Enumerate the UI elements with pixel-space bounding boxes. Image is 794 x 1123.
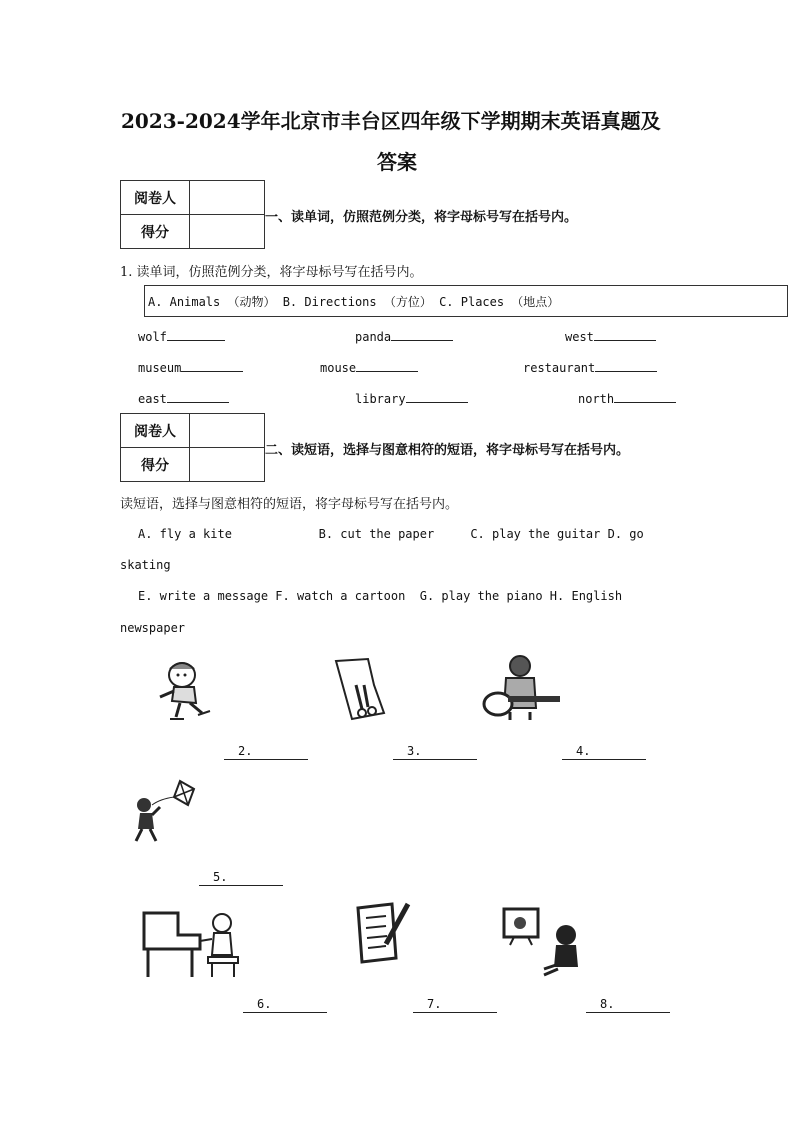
options-line-1: A. fly a kite B. cut the paper C. play the guitar D. go <box>138 527 644 541</box>
question-number: 2. <box>238 744 253 758</box>
word-item <box>138 361 243 375</box>
word-label: mouse <box>320 361 357 375</box>
answer-blank[interactable] <box>614 402 676 403</box>
question-number: 3. <box>407 744 422 758</box>
word-item <box>138 392 229 406</box>
word-label: wolf <box>138 330 167 344</box>
word-item <box>523 361 657 375</box>
options-line-2: skating <box>120 558 171 572</box>
score-table-2 <box>120 413 265 482</box>
word-label: museum <box>138 361 182 375</box>
reviewer-field[interactable] <box>190 181 265 215</box>
answer-blank[interactable] <box>391 340 453 341</box>
word-label: panda <box>355 330 392 344</box>
section-1-heading: 一、读单词，仿照范例分类，将字母标号写在括号内。 <box>265 210 578 225</box>
page-title-line-1: 2023-2024学年北京市丰台区四年级下学期期末英语真题及 <box>121 109 661 133</box>
word-item <box>578 392 676 406</box>
answer-blank-3[interactable] <box>393 744 477 760</box>
answer-blank[interactable] <box>356 371 418 372</box>
score-label: 得分 <box>121 215 190 249</box>
category-box <box>144 285 788 317</box>
answer-blank-7[interactable] <box>413 997 497 1013</box>
score-field[interactable] <box>190 215 265 249</box>
answer-blank[interactable] <box>406 402 468 403</box>
skating-picture <box>150 655 220 725</box>
kite-picture <box>130 775 202 847</box>
answer-blank[interactable] <box>594 340 656 341</box>
word-item <box>355 330 453 344</box>
answer-blank-4[interactable] <box>562 744 646 760</box>
answer-blank[interactable] <box>167 340 225 341</box>
answer-blank[interactable] <box>595 371 657 372</box>
word-item <box>355 392 468 406</box>
question-number: 6. <box>257 997 272 1011</box>
answer-blank[interactable] <box>181 371 243 372</box>
guitar-picture <box>480 652 562 722</box>
options-line-3: E. write a message F. watch a cartoon G. play the piano H. English <box>138 589 623 603</box>
question-number: 5. <box>213 870 228 884</box>
answer-blank-2[interactable] <box>224 744 308 760</box>
answer-blank-5[interactable] <box>199 870 283 886</box>
answer-blank-8[interactable] <box>586 997 670 1013</box>
piano-picture <box>138 905 244 981</box>
word-label: north <box>578 392 615 406</box>
word-label: west <box>565 330 594 344</box>
question-number: 8. <box>600 997 615 1011</box>
word-label: library <box>355 392 406 406</box>
word-label: east <box>138 392 167 406</box>
word-item <box>138 330 225 344</box>
category-list: A. Animals （动物） B. Directions （方位） C. Places （地点） <box>148 295 560 309</box>
page-title-line-2: 答案 <box>377 150 417 174</box>
cartoon-picture <box>500 905 586 977</box>
word-item <box>565 330 656 344</box>
section-2-heading: 二、读短语，选择与图意相符的短语，将字母标号写在括号内。 <box>265 443 630 458</box>
question-number: 4. <box>576 744 591 758</box>
answer-blank[interactable] <box>167 402 229 403</box>
section-2-instruction: 读短语，选择与图意相符的短语，将字母标号写在括号内。 <box>120 497 459 512</box>
options-line-4: newspaper <box>120 621 186 635</box>
score-label: 得分 <box>121 448 190 482</box>
score-table-1 <box>120 180 265 249</box>
section-1-instruction: 1. 读单词，仿照范例分类，将字母标号写在括号内。 <box>120 265 423 280</box>
message-picture <box>352 900 412 966</box>
reviewer-label: 阅卷人 <box>121 181 190 215</box>
word-item <box>320 361 418 375</box>
answer-blank-6[interactable] <box>243 997 327 1013</box>
score-field[interactable] <box>190 448 265 482</box>
reviewer-field[interactable] <box>190 414 265 448</box>
question-number: 7. <box>427 997 442 1011</box>
reviewer-label: 阅卷人 <box>121 414 190 448</box>
word-label: restaurant <box>523 361 596 375</box>
cut-paper-picture <box>328 655 392 725</box>
